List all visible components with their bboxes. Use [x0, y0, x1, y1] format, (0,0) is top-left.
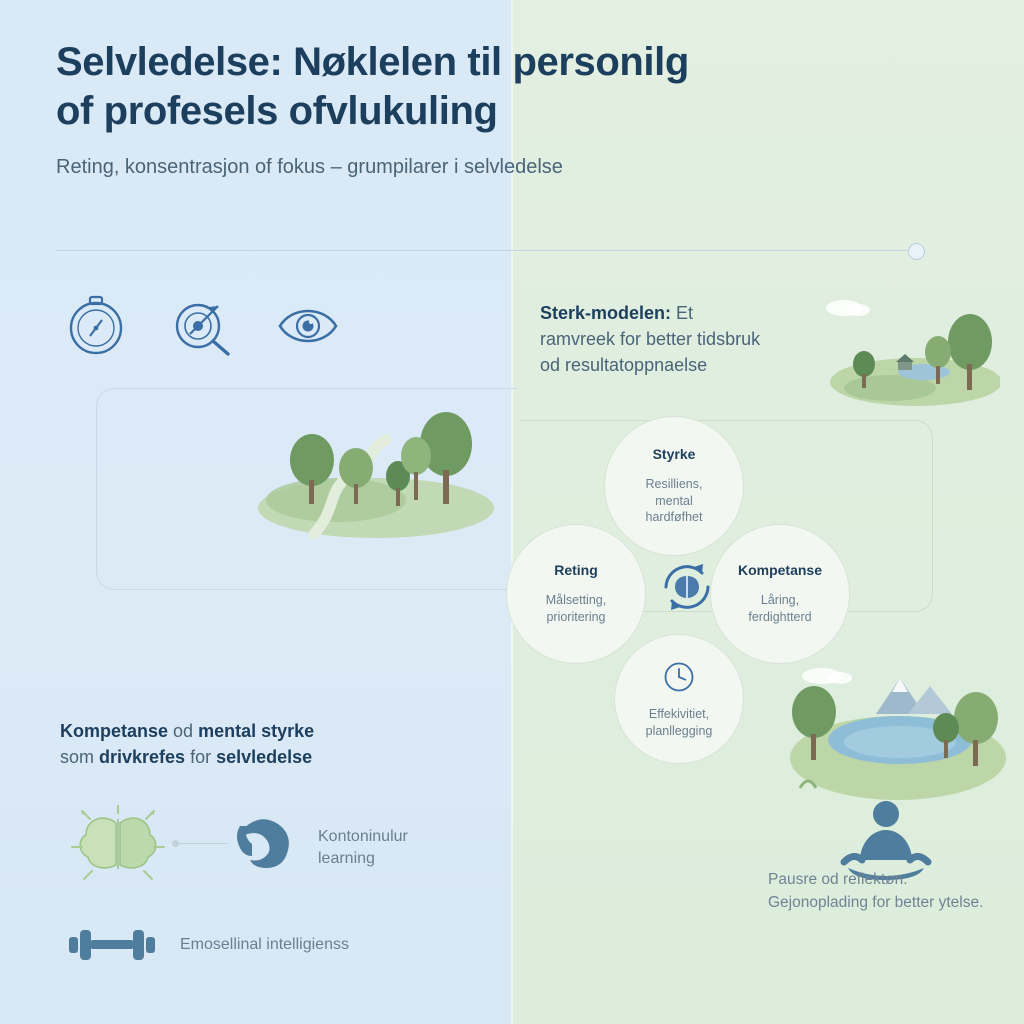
- lower-left-heading-line2-bold: drivkrefes: [99, 747, 186, 768]
- bubble-reting-title: Reting: [554, 562, 598, 579]
- bubble-kompetanse-desc-1: Låring,: [760, 593, 800, 608]
- bubble-reting-desc-2: prioritering: [546, 610, 606, 624]
- lower-left-heading-bold-1: Kompetanse: [60, 721, 169, 741]
- bubble-reting-desc: [546, 592, 606, 626]
- sterk-model-heading-tail: Et: [671, 303, 694, 323]
- lower-left-heading-line2-bold2: selvledelse: [216, 747, 313, 768]
- bubble-effektivitet-desc-1: Effekivitiet,: [648, 706, 710, 721]
- bubble-kompetanse-desc-2: ferdightterd: [748, 610, 812, 624]
- bubble-effektivitet-desc: [646, 706, 713, 740]
- page-subtitle: Reting, konsentrasjon of fokus – grumpilarer i selvledelse: [56, 155, 563, 178]
- connector-dot: [172, 840, 179, 847]
- bubble-kompetanse[interactable]: [710, 524, 850, 664]
- lower-left-heading: [60, 718, 440, 770]
- title-line-1: Selvledelse: Nøklelen til personilg: [56, 40, 689, 84]
- bubble-styrke-title: Styrke: [652, 445, 696, 462]
- sterk-model-heading: Sterk-modelen:: [540, 303, 672, 323]
- compass-icon: [60, 288, 132, 360]
- poster-header: [56, 38, 936, 180]
- eye-icon: [272, 288, 344, 360]
- bubble-kompetanse-title: Kompetanse: [737, 562, 823, 579]
- target-magnifier-icon: [166, 288, 238, 360]
- title-line-2: of profesels ofvlukuling: [56, 88, 498, 133]
- lower-left-label-1: [318, 826, 498, 871]
- bubble-styrke-desc-3: hardføfhet: [645, 510, 703, 525]
- lower-left-label-1-line-1: Kontoninulur: [318, 828, 408, 845]
- lower-left-label-1-line-2: learning: [318, 850, 375, 868]
- lower-left-heading-rest-1: od: [168, 721, 199, 741]
- divider-end-dot: [908, 243, 925, 260]
- clock-icon: [661, 659, 697, 700]
- header-divider-line: [56, 250, 918, 251]
- sterk-model-text: [540, 300, 840, 378]
- bubble-effektivitet[interactable]: [614, 634, 744, 764]
- connector-line: [176, 843, 228, 844]
- bubble-reting-desc-1: Målsetting,: [545, 593, 607, 608]
- bubble-reting[interactable]: [506, 524, 646, 664]
- lower-left-heading-line2-mid: for: [185, 747, 217, 768]
- lower-right-caption: [768, 868, 1000, 915]
- bubble-kompetanse-desc: [748, 592, 811, 626]
- sterk-model-body-line-1: ramvreek for better tidsbruk: [540, 329, 761, 350]
- dumbbell-icon: [60, 920, 164, 970]
- lower-left-label-2: Emosellinal intelligienss: [180, 936, 349, 953]
- bubble-styrke-desc: [646, 476, 703, 527]
- trees-pond-scene: [820, 290, 1000, 410]
- page-title: [56, 38, 936, 136]
- lower-left-heading-line2-pre: som: [60, 747, 100, 768]
- flexed-arm-icon: [232, 806, 302, 882]
- brain-icon: [70, 805, 166, 885]
- bubble-styrke[interactable]: [604, 416, 744, 556]
- refresh-brain-icon: [656, 556, 718, 618]
- lower-left-heading-bold-2: mental styrke: [198, 721, 315, 741]
- trees-path-scene: [256, 382, 496, 542]
- bubble-effektivitet-desc-2: planllegging: [645, 723, 713, 738]
- bubble-styrke-desc-2: mental: [655, 493, 693, 508]
- left-icon-row: [60, 288, 344, 360]
- sterk-model-body-line-2: od resultatoppnaelse: [540, 355, 708, 376]
- lower-right-caption-line-2: Gejonoplading for better ytelse.: [768, 894, 984, 912]
- bubble-styrke-desc-1: Resilliens,: [645, 476, 703, 491]
- lower-right-caption-line-1: Pausre od reflektøn:: [768, 871, 908, 888]
